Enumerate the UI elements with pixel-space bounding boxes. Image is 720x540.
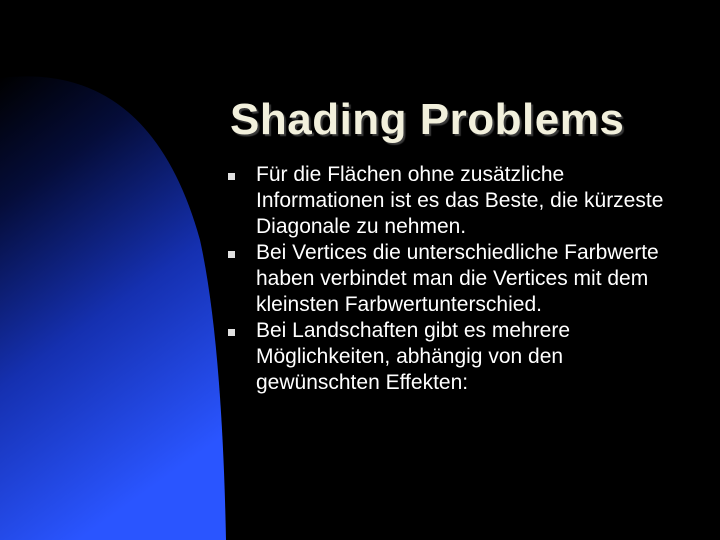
- slide-title: Shading Problems: [230, 95, 625, 144]
- bullet-list: [228, 162, 668, 396]
- gradient-shape: [0, 76, 226, 540]
- bullet-item: [228, 240, 668, 318]
- square-bullet-icon: [228, 329, 235, 336]
- bullet-item: [228, 162, 668, 240]
- bullet-text: Für die Flächen ohne zusätzliche Informationen ist es das Beste, die kürzeste Diagonale zu nehmen.: [256, 163, 664, 238]
- bullet-text: Bei Landschaften gibt es mehrere Möglichkeiten, abhängig von den gewünschten Effekten:: [256, 319, 571, 394]
- bullet-text: Bei Vertices die unterschiedliche Farbwerte haben verbindet man die Vertices mit dem kleinsten Farbwertunterschied.: [256, 241, 659, 316]
- square-bullet-icon: [228, 173, 235, 180]
- square-bullet-icon: [228, 251, 235, 258]
- bullet-item: [228, 318, 668, 396]
